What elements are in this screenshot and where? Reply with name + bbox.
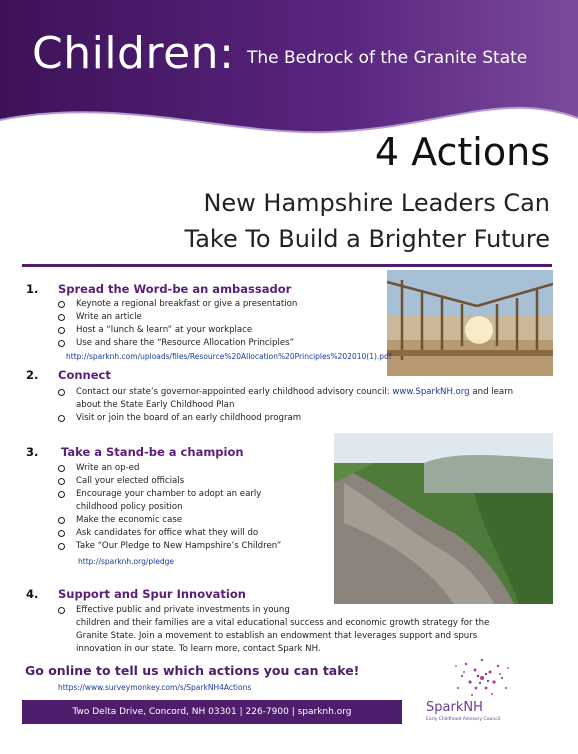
section-4-paragraph-line: children and their families are a vital educational success and economic growth strategy for the — [76, 618, 490, 628]
section-4-title: Support and Spur Innovation — [58, 587, 246, 601]
list-item-text: Visit or join the board of an early childhood program — [76, 413, 302, 423]
granite-cliff-photo — [334, 433, 553, 604]
section-1-number: 1. — [26, 282, 39, 296]
list-item — [58, 311, 297, 324]
page-title: 4 Actions — [374, 130, 550, 174]
list-item-text: about the State Early Childhood Plan — [76, 400, 235, 410]
list-item-text: Write an article — [76, 312, 142, 322]
list-item-text: and learn — [469, 387, 514, 397]
list-item-text: Contact our state’s governor-appointed early childhood advisory council: — [76, 387, 393, 397]
list-item-continuation — [58, 399, 513, 412]
list-item — [58, 540, 281, 553]
logo-tagline: Early Childhood Advisory Council — [426, 717, 501, 722]
list-item — [58, 527, 281, 540]
header-subtitle: The Bedrock of the Granite State — [247, 48, 528, 68]
sparknh-logo — [420, 654, 540, 734]
list-item — [58, 386, 513, 399]
bullet-icon — [58, 314, 65, 321]
subtitle-line-1: New Hampshire Leaders Can — [203, 189, 550, 217]
bullet-icon — [58, 491, 65, 498]
list-item-text: childhood policy position — [76, 502, 183, 512]
header-title: Children: — [32, 28, 235, 79]
list-item — [58, 514, 281, 527]
section-2-list — [58, 386, 513, 425]
list-item-text: Make the economic case — [76, 515, 183, 525]
list-item-text: Encourage your chamber to adopt an early — [76, 489, 262, 499]
contact-footer: Two Delta Drive, Concord, NH 03301 | 226-7900 | sparknh.org — [22, 700, 402, 724]
list-item-text: Use and share the “Resource Allocation Principles” — [76, 338, 295, 348]
section-3-title: Take a Stand-be a champion — [61, 445, 244, 459]
divider — [22, 264, 552, 267]
list-item-text: Host a “lunch & learn” at your workplace — [76, 325, 253, 335]
bullet-icon — [58, 465, 65, 472]
list-item-text: Call your elected officials — [76, 476, 185, 486]
section-3-number: 3. — [26, 445, 39, 459]
house-framing-photo — [387, 270, 553, 376]
subtitle-line-2: Take To Build a Brighter Future — [184, 225, 550, 253]
spark-burst-icon — [420, 654, 540, 704]
logo-wordmark: SparkNH — [426, 700, 483, 715]
bullet-icon — [58, 543, 65, 550]
section-4-paragraph-line: Granite State. Join a movement to establish an endowment that leverages support and spurs — [76, 631, 478, 641]
bullet-icon — [58, 301, 65, 308]
list-item-text: Take “Our Pledge to New Hampshire’s Children” — [76, 541, 282, 551]
bullet-icon — [58, 517, 65, 524]
list-item-text: Effective public and private investments in young — [76, 605, 290, 615]
pledge-link[interactable]: http://sparknh.org/pledge — [78, 557, 174, 566]
list-item — [58, 604, 290, 617]
list-item — [58, 488, 281, 501]
survey-link[interactable]: https://www.surveymonkey.com/s/SparkNH4Actions — [58, 683, 252, 692]
call-to-action: Go online to tell us which actions you can take! — [25, 663, 360, 678]
list-item-text: Keynote a regional breakfast or give a presentation — [76, 299, 298, 309]
bullet-icon — [58, 389, 65, 396]
list-item — [58, 462, 281, 475]
section-2-number: 2. — [26, 368, 39, 382]
list-item-text: Write an op-ed — [76, 463, 140, 473]
bullet-icon — [58, 415, 65, 422]
bullet-icon — [58, 327, 65, 334]
list-item-text: Ask candidates for office what they will do — [76, 528, 259, 538]
bullet-icon — [58, 478, 65, 485]
section-1-list — [58, 298, 297, 350]
section-2-title: Connect — [58, 368, 111, 382]
list-item — [58, 475, 281, 488]
section-3-list — [58, 462, 281, 553]
section-4-list — [58, 604, 290, 617]
bullet-icon — [58, 530, 65, 537]
section-4-paragraph-line: innovation in our state. To learn more, contact Spark NH. — [76, 644, 321, 654]
header-banner — [0, 0, 578, 150]
bullet-icon — [58, 607, 65, 614]
resource-principles-link[interactable]: http://sparknh.com/uploads/files/Resource%20Allocation%20Principles%202010(1).pdf — [66, 352, 392, 361]
section-1-title: Spread the Word-be an ambassador — [58, 282, 292, 296]
list-item — [58, 298, 297, 311]
section-4-number: 4. — [26, 587, 39, 601]
list-item — [58, 337, 297, 350]
list-item — [58, 324, 297, 337]
list-item — [58, 412, 513, 425]
list-item-continuation — [58, 501, 281, 514]
bullet-icon — [58, 340, 65, 347]
sparknh-link[interactable]: www.SparkNH.org — [392, 387, 470, 397]
